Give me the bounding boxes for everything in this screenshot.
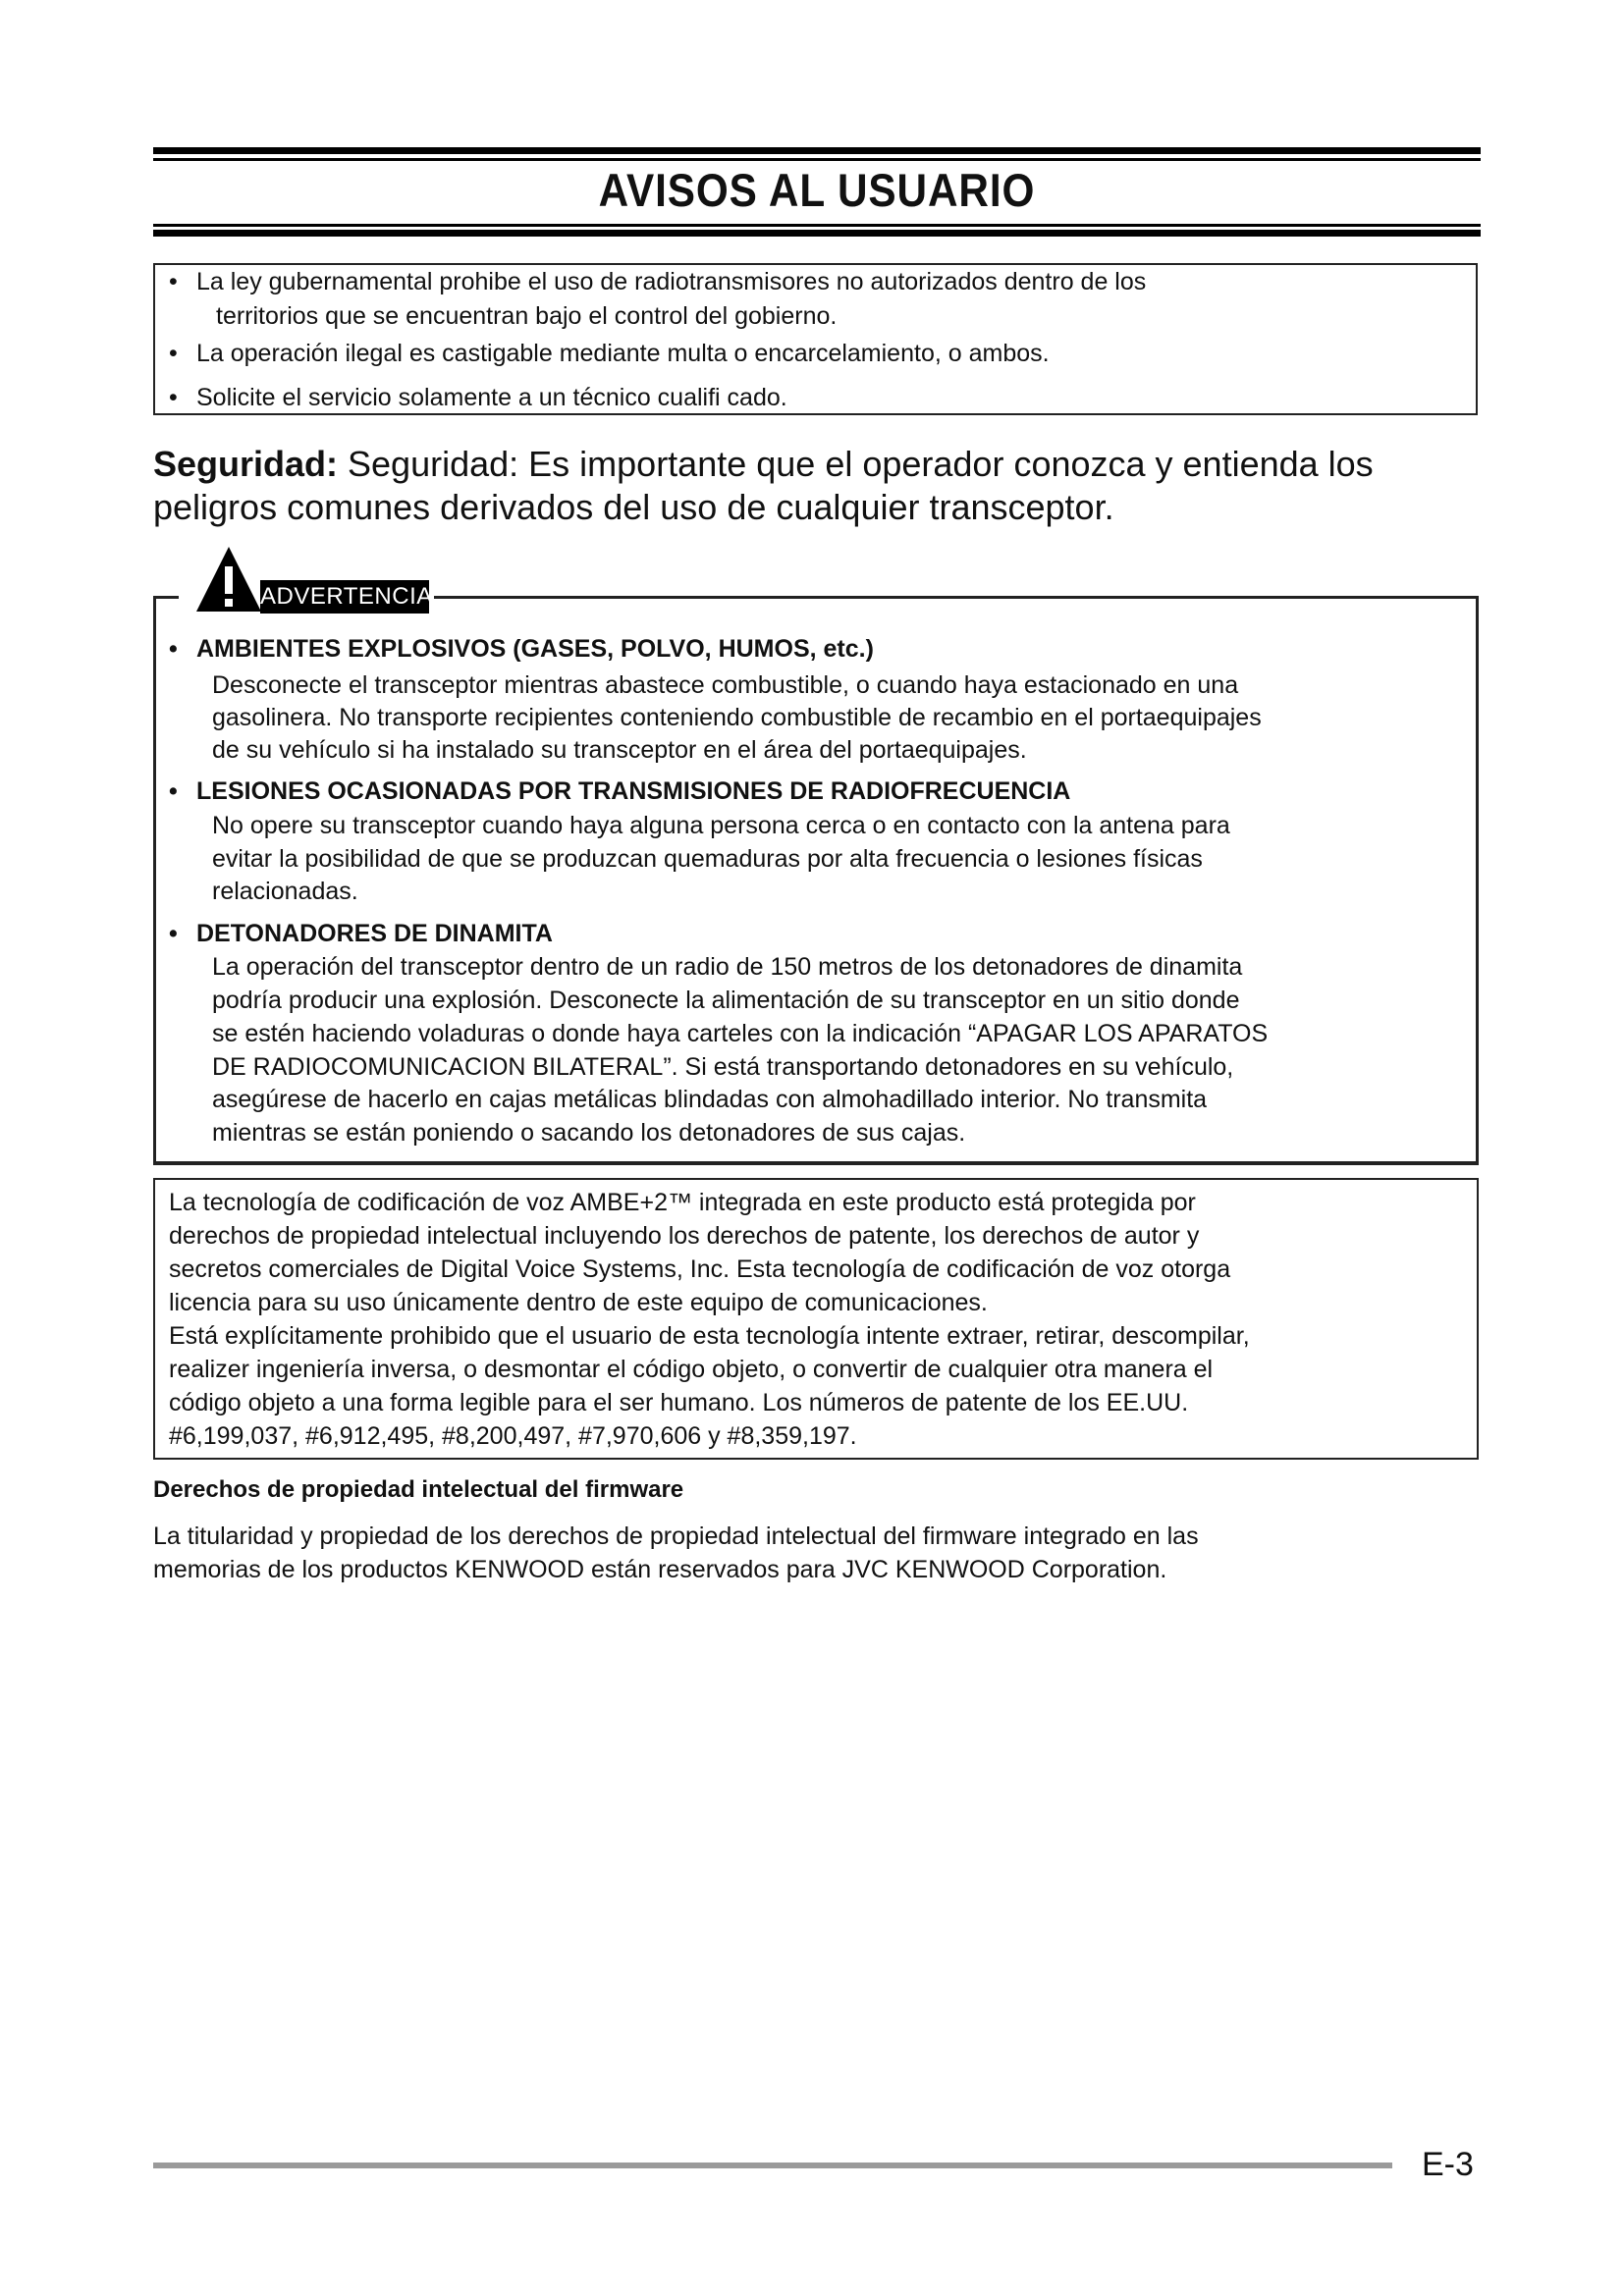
- ambe-text-line: La tecnología de codificación de voz AMBE+2™ integrada en este producto está protegida por: [169, 1189, 1196, 1216]
- bullet: •: [169, 384, 178, 411]
- warning-text-line: No opere su transceptor cuando haya alguna persona cerca o en contacto con la antena para: [212, 812, 1230, 839]
- ambe-text-line: #6,199,037, #6,912,495, #8,200,497, #7,970,606 y #8,359,197.: [169, 1422, 857, 1450]
- bullet: •: [169, 777, 178, 805]
- warning-text-line: asegúrese de hacerlo en cajas metálicas blindadas con almohadillado interior. No transmita: [212, 1086, 1208, 1113]
- header-rule-bottom-thin: [153, 224, 1481, 227]
- bullet: •: [169, 635, 178, 663]
- firmware-text-line: La titularidad y propiedad de los derechos de propiedad intelectual del firmware integrado en las: [153, 1522, 1199, 1550]
- warning-text-line: gasolinera. No transporte recipientes conteniendo combustible de recambio en el portaequipajes: [212, 704, 1262, 731]
- notice-line: Solicite el servicio solamente a un técnico cualifi cado.: [196, 384, 787, 411]
- warning-text-line: se estén haciendo voladuras o donde haya carteles con la indicación “APAGAR LOS APARATOS: [212, 1020, 1269, 1047]
- safety-text: Seguridad: Es importante que el operador conozca y entienda los: [338, 444, 1374, 484]
- bullet: •: [169, 340, 178, 367]
- exclamation-triangle-icon: [194, 545, 263, 614]
- page-title: AVISOS AL USUARIO: [598, 164, 1036, 216]
- bullet: •: [169, 268, 178, 295]
- warning-text-line: La operación del transceptor dentro de un radio de 150 metros de los detonadores de dinamita: [212, 953, 1243, 981]
- warning-text-line: Desconecte el transceptor mientras abastece combustible, o cuando haya estacionado en una: [212, 671, 1239, 699]
- warning-heading-explosive: AMBIENTES EXPLOSIVOS (GASES, POLVO, HUMOS, etc.): [196, 635, 874, 663]
- firmware-heading: Derechos de propiedad intelectual del firmware: [153, 1476, 684, 1503]
- warning-text-line: DE RADIOCOMUNICACION BILATERAL”. Si está transportando detonadores en su vehículo,: [212, 1053, 1234, 1081]
- ambe-text-line: secretos comerciales de Digital Voice Systems, Inc. Esta tecnología de codificación de voz otorga: [169, 1255, 1231, 1283]
- warning-text-line: relacionadas.: [212, 878, 358, 905]
- safety-statement-line2: peligros comunes derivados del uso de cualquier transceptor.: [153, 487, 1114, 527]
- ambe-text-line: derechos de propiedad intelectual incluyendo los derechos de patente, los derechos de autor y: [169, 1222, 1200, 1250]
- ambe-text-line: licencia para su uso únicamente dentro de este equipo de comunicaciones.: [169, 1289, 988, 1316]
- safety-label: Seguridad:: [153, 444, 339, 484]
- notice-line: La ley gubernamental prohibe el uso de radiotransmisores no autorizados dentro de los: [196, 268, 1147, 295]
- warning-heading-rf: LESIONES OCASIONADAS POR TRANSMISIONES DE RADIOFRECUENCIA: [196, 777, 1071, 805]
- warning-text-line: de su vehículo si ha instalado su transceptor en el área del portaequipajes.: [212, 736, 1027, 764]
- warning-text-line: podría producir una explosión. Desconecte la alimentación de su transceptor en un sitio donde: [212, 987, 1240, 1014]
- header-rule-top-thick: [153, 147, 1481, 154]
- safety-statement: [153, 444, 1374, 485]
- page-number: E-3: [1422, 2146, 1474, 2183]
- header-rule-top-thin: [153, 158, 1481, 161]
- notice-line: territorios que se encuentran bajo el control del gobierno.: [216, 302, 838, 330]
- firmware-text-line: memorias de los productos KENWOOD están reservados para JVC KENWOOD Corporation.: [153, 1556, 1167, 1583]
- ambe-text-line: realizer ingeniería inversa, o desmontar el código objeto, o convertir de cualquier otra manera el: [169, 1356, 1214, 1383]
- warning-label: ADVERTENCIA: [260, 580, 429, 614]
- bullet: •: [169, 920, 178, 947]
- notice-line: La operación ilegal es castigable mediante multa o encarcelamiento, o ambos.: [196, 340, 1050, 367]
- warning-text-line: mientras se están poniendo o sacando los detonadores de sus cajas.: [212, 1119, 966, 1147]
- header-rule-bottom-thick: [153, 230, 1481, 237]
- footer-bar: [153, 2163, 1392, 2168]
- warning-text-line: evitar la posibilidad de que se produzcan quemaduras por alta frecuencia o lesiones físicas: [212, 845, 1203, 873]
- ambe-text-line: código objeto a una forma legible para el ser humano. Los números de patente de los EE.UU.: [169, 1389, 1189, 1416]
- ambe-text-line: Está explícitamente prohibido que el usuario de esta tecnología intente extraer, retirar, descompilar,: [169, 1322, 1250, 1350]
- warning-heading-detonators: DETONADORES DE DINAMITA: [196, 920, 553, 947]
